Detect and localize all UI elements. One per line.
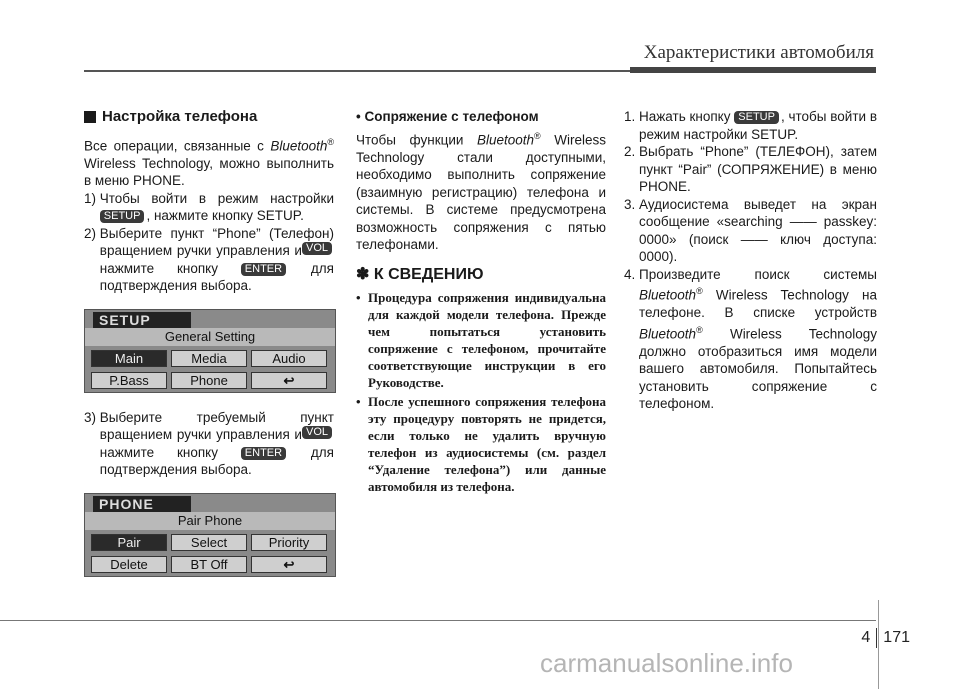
pair-step-3: 3. Аудиосистема выведет на экран сообщение «searching —— passkey: 0000» (поиск —— ключ доступа: 0000). xyxy=(624,196,877,264)
screen-subtitle: General Setting xyxy=(85,328,335,346)
note-heading: ✽ К СВЕДЕНИЮ xyxy=(356,265,484,283)
intro-paragraph: Все операции, связанные с Bluetooth® Wireless Technology, можно выполнить в меню PHONE. xyxy=(84,136,334,188)
screen-cell-main: Main xyxy=(91,350,167,367)
setup-button-icon: SETUP xyxy=(734,111,779,124)
setup-button-icon: SETUP xyxy=(100,210,145,223)
screen-cell-audio: Audio xyxy=(251,350,327,367)
pair-step-2: 2. Выбрать “Phone” (ТЕЛЕФОН), затем пункт “Pair” (СОПРЯЖЕНИЕ) в меню PHONE. xyxy=(624,144,877,194)
pair-step-1: 1. Нажать кнопку SETUP , чтобы войти в режим настройки SETUP. xyxy=(624,109,877,142)
enter-button-icon: ENTER xyxy=(241,263,286,276)
screen-cell-bt-off: BT Off xyxy=(171,556,247,573)
watermark: carmanualsonline.info xyxy=(540,648,793,678)
back-arrow-icon: ↩ xyxy=(251,372,327,389)
screen-cell-media: Media xyxy=(171,350,247,367)
step-3: 3) Выберите требуемый пункт вращением ручки VOL управления и нажмите кнопку ENTER для подтверждения выбора. xyxy=(84,409,334,477)
square-bullet-icon xyxy=(84,111,96,123)
screen-cell-priority: Priority xyxy=(251,534,327,551)
back-arrow-icon: ↩ xyxy=(251,556,327,573)
pairing-paragraph: Чтобы функции Bluetooth® Wireless Technology стали доступными, необходимо выполнить сопряжение (взаимную регистрацию) телефона и системы. В системе предусмотрена возможность сопряжения с пятью телефонами. xyxy=(356,130,606,252)
chapter-number: 4 xyxy=(861,629,871,646)
enter-button-icon: ENTER xyxy=(241,447,286,460)
pairing-heading: • Сопряжение с телефоном xyxy=(356,109,539,124)
step-2: 2) Выберите пункт “Phone” (Телефон) вращением ручки VOL управления и нажмите кнопку ENTER для подтверждения выбора. xyxy=(84,225,334,293)
screen-cell-phone: Phone xyxy=(171,372,247,389)
section-heading-text: Настройка телефона xyxy=(102,108,258,125)
step-1: 1) Чтобы войти в режим настройки SETUP , нажмите кнопку SETUP. xyxy=(84,190,334,223)
section-heading xyxy=(84,108,334,126)
column-left xyxy=(84,108,334,593)
page-header-title: Характеристики автомобиля xyxy=(643,42,874,63)
footer-rule xyxy=(0,620,876,621)
vol-knob-icon: VOL xyxy=(302,426,332,439)
vol-knob-icon: VOL xyxy=(302,242,332,255)
screen-cell-pair: Pair xyxy=(91,534,167,551)
phone-screen-image xyxy=(84,493,336,577)
setup-screen-image xyxy=(84,309,336,393)
column-right xyxy=(624,108,877,413)
screen-tab: SETUP xyxy=(93,312,191,328)
screen-tab: PHONE xyxy=(93,496,191,512)
note-item: • После успешного сопряжения телефона эту процедуру повторять не придется, если только не удалить вручную телефон из аудиосистемы (см. раздел “Удаление телефона”) или данные автомобиля из телефона. xyxy=(356,394,606,494)
pair-step-4: 4. Произведите поиск системы Bluetooth® Wireless Technology на телефоне. В списке устройств Bluetooth® Wireless Technology должно отобразиться имя модели вашего автомобиля. Попытайтесь установить сопряжение с телефоном. xyxy=(624,266,877,411)
screen-cell-delete: Delete xyxy=(91,556,167,573)
screen-cell-select: Select xyxy=(171,534,247,551)
header-bar xyxy=(630,67,876,73)
note-item: • Процедура сопряжения индивидуальна для каждой модели телефона. Прежде чем попытаться установить сопряжение с телефоном, прочитайте соответствующие инструкции в его Руководстве. xyxy=(356,290,606,390)
page-number xyxy=(861,628,910,648)
screen-subtitle: Pair Phone xyxy=(85,512,335,530)
page-number-value: 171 xyxy=(883,629,910,646)
screen-cell-pbass: P.Bass xyxy=(91,372,167,389)
column-middle xyxy=(356,108,606,497)
